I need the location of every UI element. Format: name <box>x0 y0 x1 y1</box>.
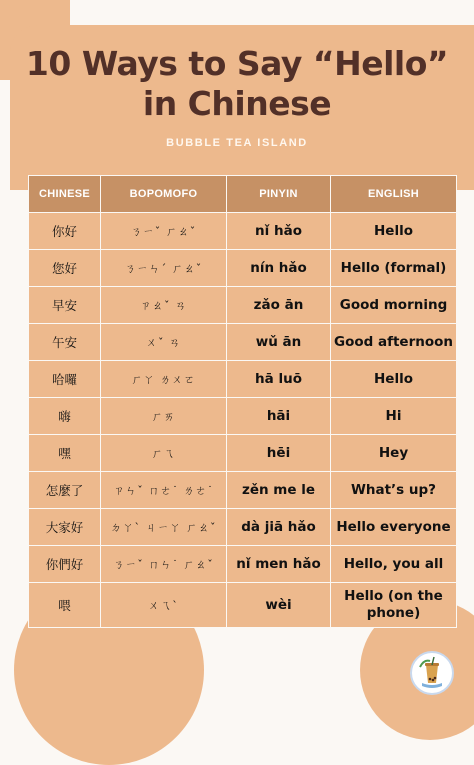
cell-english: Hello everyone <box>331 509 457 546</box>
cell-english: Hello (formal) <box>331 250 457 287</box>
table-row <box>29 583 457 628</box>
title-line-2: in Chinese <box>142 84 332 123</box>
header-pinyin: PINYIN <box>227 176 331 213</box>
cell-chinese: 哈囉 <box>29 361 101 398</box>
cell-bopomofo: ㄉㄚˋ ㄐㄧㄚ ㄏㄠˇ <box>101 509 227 546</box>
cell-chinese: 大家好 <box>29 509 101 546</box>
table-row <box>29 546 457 583</box>
table-row <box>29 398 457 435</box>
cell-english: Hello <box>331 213 457 250</box>
cell-english: Hey <box>331 435 457 472</box>
cell-bopomofo: ㄏㄚ ㄌㄨㄛ <box>101 361 227 398</box>
table-row <box>29 472 457 509</box>
cell-pinyin: nín hǎo <box>227 250 331 287</box>
cell-chinese: 嘿 <box>29 435 101 472</box>
cell-english: Hello, you all <box>331 546 457 583</box>
cell-pinyin: hā luō <box>227 361 331 398</box>
greetings-table <box>28 175 457 628</box>
cell-bopomofo: ㄋㄧˇ ㄏㄠˇ <box>101 213 227 250</box>
cell-bopomofo: ㄏㄟ <box>101 435 227 472</box>
cell-pinyin: nǐ hǎo <box>227 213 331 250</box>
cell-chinese: 您好 <box>29 250 101 287</box>
cell-chinese: 怎麼了 <box>29 472 101 509</box>
cell-pinyin: nǐ men hǎo <box>227 546 331 583</box>
cell-english: Good afternoon <box>331 324 457 361</box>
cell-pinyin: zěn me le <box>227 472 331 509</box>
table-row <box>29 509 457 546</box>
cell-bopomofo: ㄗㄠˇ ㄢ <box>101 287 227 324</box>
header-bopomofo: BOPOMOFO <box>101 176 227 213</box>
cell-english: Good morning <box>331 287 457 324</box>
cell-bopomofo: ㄗㄣˇ ㄇㄜ˙ ㄌㄜ˙ <box>101 472 227 509</box>
cell-pinyin: wèi <box>227 583 331 628</box>
cell-pinyin: hāi <box>227 398 331 435</box>
logo-drawing <box>412 653 452 693</box>
cell-bopomofo: ㄋㄧˇ ㄇㄣ˙ ㄏㄠˇ <box>101 546 227 583</box>
cell-chinese: 你好 <box>29 213 101 250</box>
table-row <box>29 361 457 398</box>
brand-subtitle: BUBBLE TEA ISLAND <box>166 137 308 149</box>
cell-bopomofo: ㄨㄟˋ <box>101 583 227 628</box>
cell-english: Hello <box>331 361 457 398</box>
cell-pinyin: zǎo ān <box>227 287 331 324</box>
cell-pinyin: hēi <box>227 435 331 472</box>
cell-chinese: 你們好 <box>29 546 101 583</box>
cell-chinese: 喂 <box>29 583 101 628</box>
header-english: ENGLISH <box>331 176 457 213</box>
cell-bopomofo: ㄋㄧㄣˊ ㄏㄠˇ <box>101 250 227 287</box>
table-header-row <box>29 176 457 213</box>
cell-pinyin: dà jiā hǎo <box>227 509 331 546</box>
title-line-1: 10 Ways to Say “Hello” <box>25 44 449 83</box>
cell-bopomofo: ㄨˇ ㄢ <box>101 324 227 361</box>
cell-chinese: 午安 <box>29 324 101 361</box>
table-row <box>29 250 457 287</box>
cell-chinese: 早安 <box>29 287 101 324</box>
cell-pinyin: wǔ ān <box>227 324 331 361</box>
bubble-tea-island-logo-icon <box>410 651 454 695</box>
table-row <box>29 213 457 250</box>
cell-english: What’s up? <box>331 472 457 509</box>
table-row <box>29 435 457 472</box>
cell-bopomofo: ㄏㄞ <box>101 398 227 435</box>
header-chinese: CHINESE <box>29 176 101 213</box>
cell-english: Hi <box>331 398 457 435</box>
cell-chinese: 嗨 <box>29 398 101 435</box>
table-row <box>29 287 457 324</box>
page-title <box>0 44 474 124</box>
table-row <box>29 324 457 361</box>
cell-english: Hello (on the phone) <box>331 583 457 628</box>
